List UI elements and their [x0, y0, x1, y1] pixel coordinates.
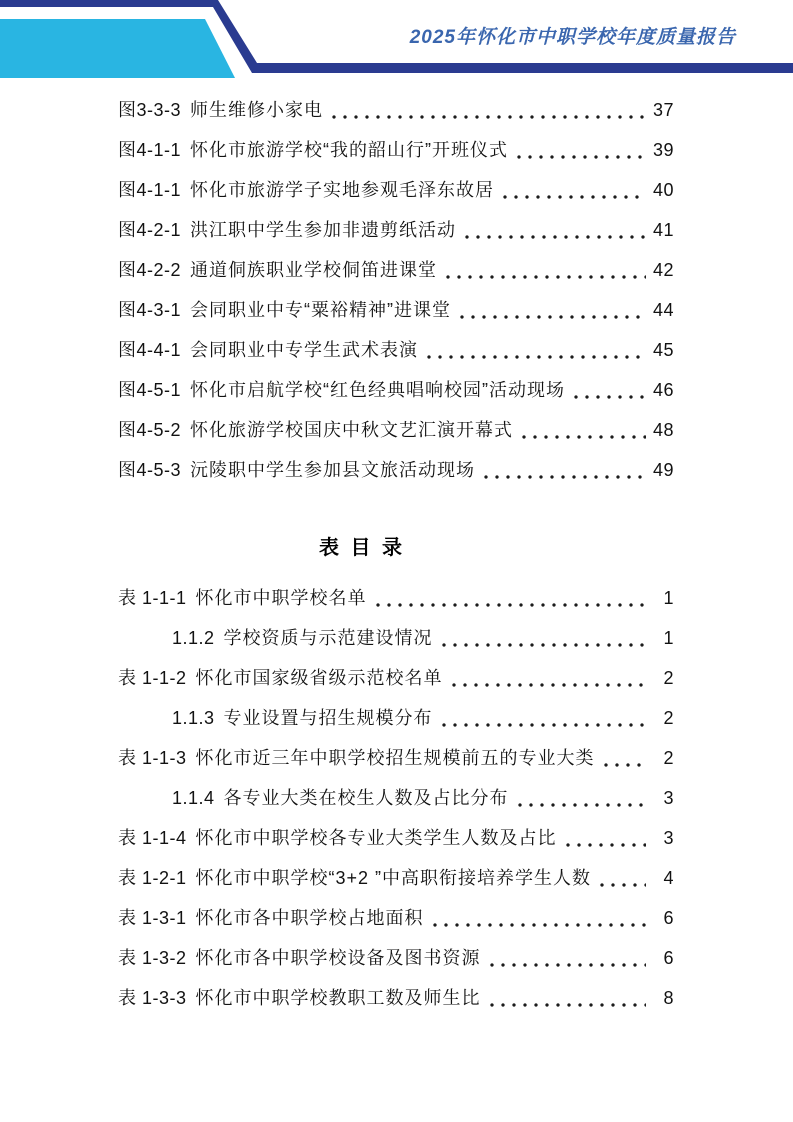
entry-label: 图4-4-1 — [118, 340, 182, 360]
entry-page-number: 2 — [663, 708, 674, 728]
entry-label: 图4-2-1 — [118, 220, 182, 240]
entry-title: 怀化市中职学校名单 — [195, 588, 367, 608]
dot-leader — [433, 923, 646, 927]
figure-toc-entry — [118, 128, 674, 168]
entry-page-number: 40 — [652, 180, 674, 200]
dot-leader — [518, 803, 646, 807]
dot-leader — [452, 683, 646, 687]
entry-title: 怀化市旅游学子实地参观毛泽东故居 — [190, 180, 495, 200]
figure-toc-entry — [118, 208, 674, 248]
figure-toc-entry — [118, 448, 674, 488]
entry-label: 图4-5-3 — [118, 460, 182, 480]
entry-title: 沅陵职中学生参加县文旅活动现场 — [190, 460, 476, 480]
table-toc-entry — [118, 736, 674, 776]
dot-leader — [332, 115, 646, 119]
entry-page-number: 3 — [663, 788, 674, 808]
entry-label: 图4-5-2 — [118, 420, 182, 440]
entry-page-number: 6 — [663, 908, 674, 928]
figure-toc-entry — [118, 168, 674, 208]
entry-page-number: 8 — [663, 988, 674, 1008]
figure-toc-list — [118, 88, 674, 488]
dot-leader — [517, 155, 646, 159]
entry-label: 图4-3-1 — [118, 300, 182, 320]
entry-page-number: 48 — [652, 420, 674, 440]
entry-page-number: 49 — [652, 460, 674, 480]
table-toc-entry — [118, 816, 674, 856]
entry-label: 表 1-1-3 — [118, 748, 187, 768]
entry-label: 图4-1-1 — [118, 140, 182, 160]
table-toc-subentry — [118, 616, 674, 656]
table-toc-entry — [118, 976, 674, 1016]
entry-page-number: 46 — [652, 380, 674, 400]
entry-page-number: 45 — [652, 340, 674, 360]
figure-toc-entry — [118, 88, 674, 128]
dot-leader — [376, 603, 646, 607]
entry-title: 怀化市中职学校“3+2 ”中高职衔接培养学生人数 — [195, 868, 592, 888]
entry-page-number: 1 — [663, 588, 674, 608]
dot-leader — [465, 235, 646, 239]
entry-page-number: 1 — [663, 628, 674, 648]
dot-leader — [522, 435, 646, 439]
entry-title: 怀化市国家级省级示范校名单 — [195, 668, 443, 688]
entry-label: 表 1-3-3 — [118, 988, 187, 1008]
dot-leader — [490, 963, 646, 967]
entry-label: 1.1.2 — [172, 628, 215, 648]
entry-title: 怀化市中职学校教职工数及师生比 — [195, 988, 481, 1008]
table-toc-entry — [118, 656, 674, 696]
entry-title: 洪江职中学生参加非遗剪纸活动 — [190, 220, 457, 240]
entry-page-number: 6 — [663, 948, 674, 968]
dot-leader — [484, 475, 646, 479]
figure-toc-entry — [118, 288, 674, 328]
entry-title: 怀化市各中职学校占地面积 — [195, 908, 424, 928]
entry-page-number: 44 — [652, 300, 674, 320]
entry-label: 表 1-1-1 — [118, 588, 187, 608]
entry-title: 会同职业中专“粟裕精神”进课堂 — [190, 300, 452, 320]
entry-title: 专业设置与招生规模分布 — [223, 708, 433, 728]
entry-page-number: 2 — [663, 748, 674, 768]
entry-page-number: 37 — [652, 100, 674, 120]
entry-title: 会同职业中专学生武术表演 — [190, 340, 419, 360]
dot-leader — [460, 315, 646, 319]
entry-label: 表 1-1-2 — [118, 668, 187, 688]
entry-label: 表 1-3-1 — [118, 908, 187, 928]
figure-toc-entry — [118, 328, 674, 368]
header-title: 2025年怀化市中职学校年度质量报告 — [409, 27, 736, 48]
entry-label: 图4-2-2 — [118, 260, 182, 280]
entry-title: 学校资质与示范建设情况 — [223, 628, 433, 648]
table-toc-heading: 表 目 录 — [318, 537, 406, 559]
table-toc-entry — [118, 576, 674, 616]
entry-title: 师生维修小家电 — [190, 100, 324, 120]
entry-label: 图4-1-1 — [118, 180, 182, 200]
entry-label: 图3-3-3 — [118, 100, 182, 120]
entry-title: 怀化市启航学校“红色经典唱响校园”活动现场 — [190, 380, 566, 400]
table-toc-subentry — [118, 696, 674, 736]
entry-title: 通道侗族职业学校侗笛进课堂 — [190, 260, 438, 280]
entry-label: 表 1-2-1 — [118, 868, 187, 888]
dot-leader — [566, 843, 646, 847]
dot-leader — [442, 723, 646, 727]
table-toc-entry — [118, 936, 674, 976]
dot-leader — [442, 643, 646, 647]
dot-leader — [503, 195, 646, 199]
entry-title: 怀化市中职学校各专业大类学生人数及占比 — [195, 828, 557, 848]
figure-toc-entry — [118, 368, 674, 408]
entry-page-number: 2 — [663, 668, 674, 688]
entry-title: 各专业大类在校生人数及占比分布 — [223, 788, 509, 808]
table-toc-list — [118, 576, 674, 1016]
table-toc-entry — [118, 856, 674, 896]
dot-leader — [490, 1003, 646, 1007]
dot-leader — [427, 355, 646, 359]
table-toc-subentry — [118, 776, 674, 816]
entry-page-number: 39 — [652, 140, 674, 160]
table-toc-entry — [118, 896, 674, 936]
entry-title: 怀化旅游学校国庆中秋文艺汇演开幕式 — [190, 420, 514, 440]
entry-title: 怀化市旅游学校“我的韶山行”开班仪式 — [190, 140, 509, 160]
dot-leader — [600, 883, 646, 887]
dot-leader — [446, 275, 646, 279]
entry-title: 怀化市各中职学校设备及图书资源 — [195, 948, 481, 968]
entry-page-number: 41 — [652, 220, 674, 240]
figure-toc-entry — [118, 248, 674, 288]
entry-title: 怀化市近三年中职学校招生规模前五的专业大类 — [195, 748, 595, 768]
entry-page-number: 3 — [663, 828, 674, 848]
entry-page-number: 42 — [652, 260, 674, 280]
entry-label: 表 1-1-4 — [118, 828, 187, 848]
entry-label: 1.1.3 — [172, 708, 215, 728]
entry-label: 表 1-3-2 — [118, 948, 187, 968]
dot-leader — [604, 763, 646, 767]
entry-page-number: 4 — [663, 868, 674, 888]
entry-label: 图4-5-1 — [118, 380, 182, 400]
entry-label: 1.1.4 — [172, 788, 215, 808]
figure-toc-entry — [118, 408, 674, 448]
dot-leader — [574, 395, 646, 399]
